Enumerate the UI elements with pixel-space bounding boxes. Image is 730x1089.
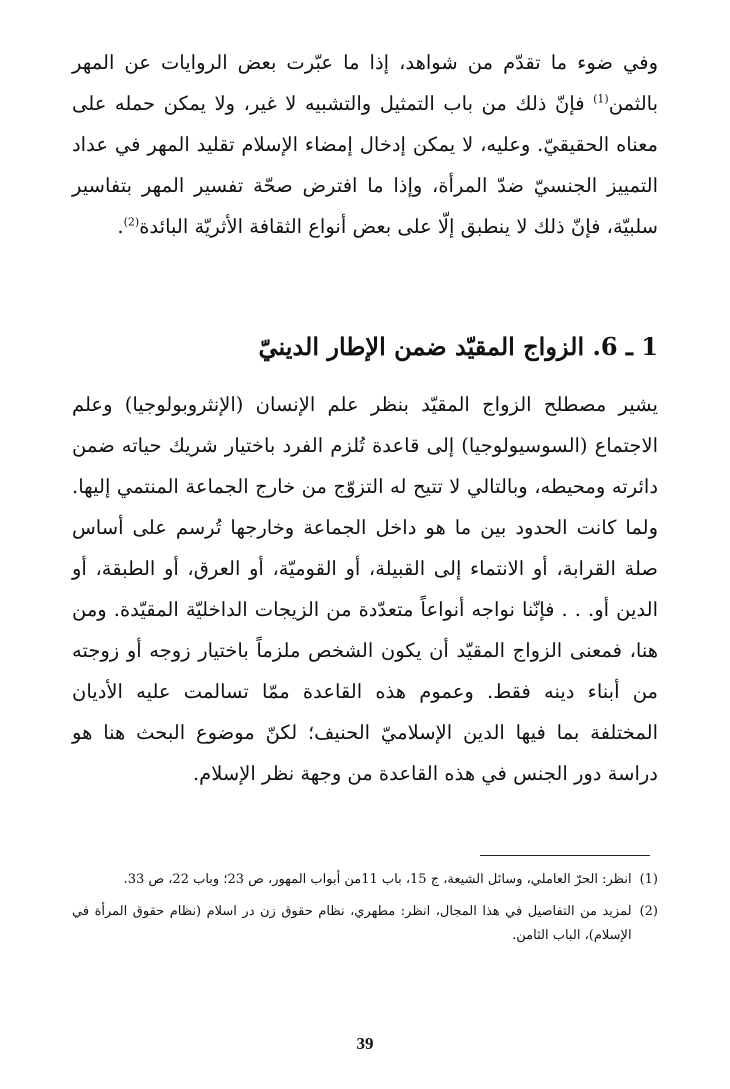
section-heading: 1 ـ 6. الزواج المقيّد ضمن الإطار الدينيّ — [258, 332, 658, 361]
footnote-ref-1[interactable]: (1) — [593, 92, 609, 106]
footnote-ref-2[interactable]: (2) — [123, 215, 140, 229]
paragraph-2: يشير مصطلح الزواج المقيّد بنظر علم الإنسان (الإنثروبولوجيا) وعلم الاجتماع (السوسيولوجيا) إلى قاعدة تُلزم الفرد باختيار شريك حياته ضمن دائرته ومحيطه، وبالتالي لا تتيح له التزوّج من خارج الجماعة المنتمي إليها. ولما كانت الحدود بين ما هو داخل الجماعة وخارجها تُرسم على أساس صلة القرابة، أو الانتماء إلى القبيلة، أو القوميّة، أو العرق، أو الطبقة، أو الدين أو. . . فإنّنا نواجه أنواعاً متعدّدة من الزيجات الداخليّة المقيّدة. ومن هنا، فمعنى الزواج المقيّد أن يكون الشخص ملزماً باختيار زوجه أو زوجته من أبناء دينه فقط. وعموم هذه القاعدة ممّا تسالمت عليه الأديان المختلفة بما فيها الدين الإسلاميّ الحنيف؛ لكنّ موضوع البحث هنا هو دراسة دور الجنس في هذه القاعدة من وجهة نظر الإسلام. — [72, 393, 658, 785]
footnote-2-text: لمزيد من التفاصيل في هذا المجال، انظر: مطهري، نظام حقوق زن در اسلام (نظام حقوق المرأة في الإسلام)، الباب الثامن. — [72, 904, 632, 943]
paragraph-1-part-3: . — [117, 215, 124, 238]
footnotes — [72, 868, 658, 956]
paragraph-1-part-2: فإنّ ذلك من باب التمثيل والتشبيه لا غير، ولا يمكن حمله على معناه الحقيقيّ. وعليه، لا يمكن إدخال إمضاء الإسلام تقليد المهر في عداد التمييز الجنسيّ ضدّ المرأة، وإذا ما افترض صحّة تفسير المهر بتفاسير سلبيّة، فإنّ ذلك لا ينطبق إلّا على بعض أنواع الثقافة الأثريّة البائدة — [72, 92, 658, 238]
footnote-1 — [72, 868, 658, 892]
page-number: 39 — [356, 1034, 374, 1053]
footnote-1-text: انظر: الحرّ العاملي، وسائل الشيعة، ج 15، باب 11من أبواب المهور، ص 23؛ وباب 22، ص 33. — [123, 872, 632, 887]
footnote-2-number: (2) — [639, 904, 658, 919]
footnote-separator — [480, 855, 650, 856]
footnote-2 — [72, 900, 658, 948]
paragraph-1-part-1: وفي ضوء ما تقدّم من شواهد، إذا ما عبّرت بعض الروايات عن المهر بالثمن — [72, 51, 658, 115]
paragraph-1 — [72, 42, 658, 247]
footnote-1-number: (1) — [639, 872, 658, 887]
